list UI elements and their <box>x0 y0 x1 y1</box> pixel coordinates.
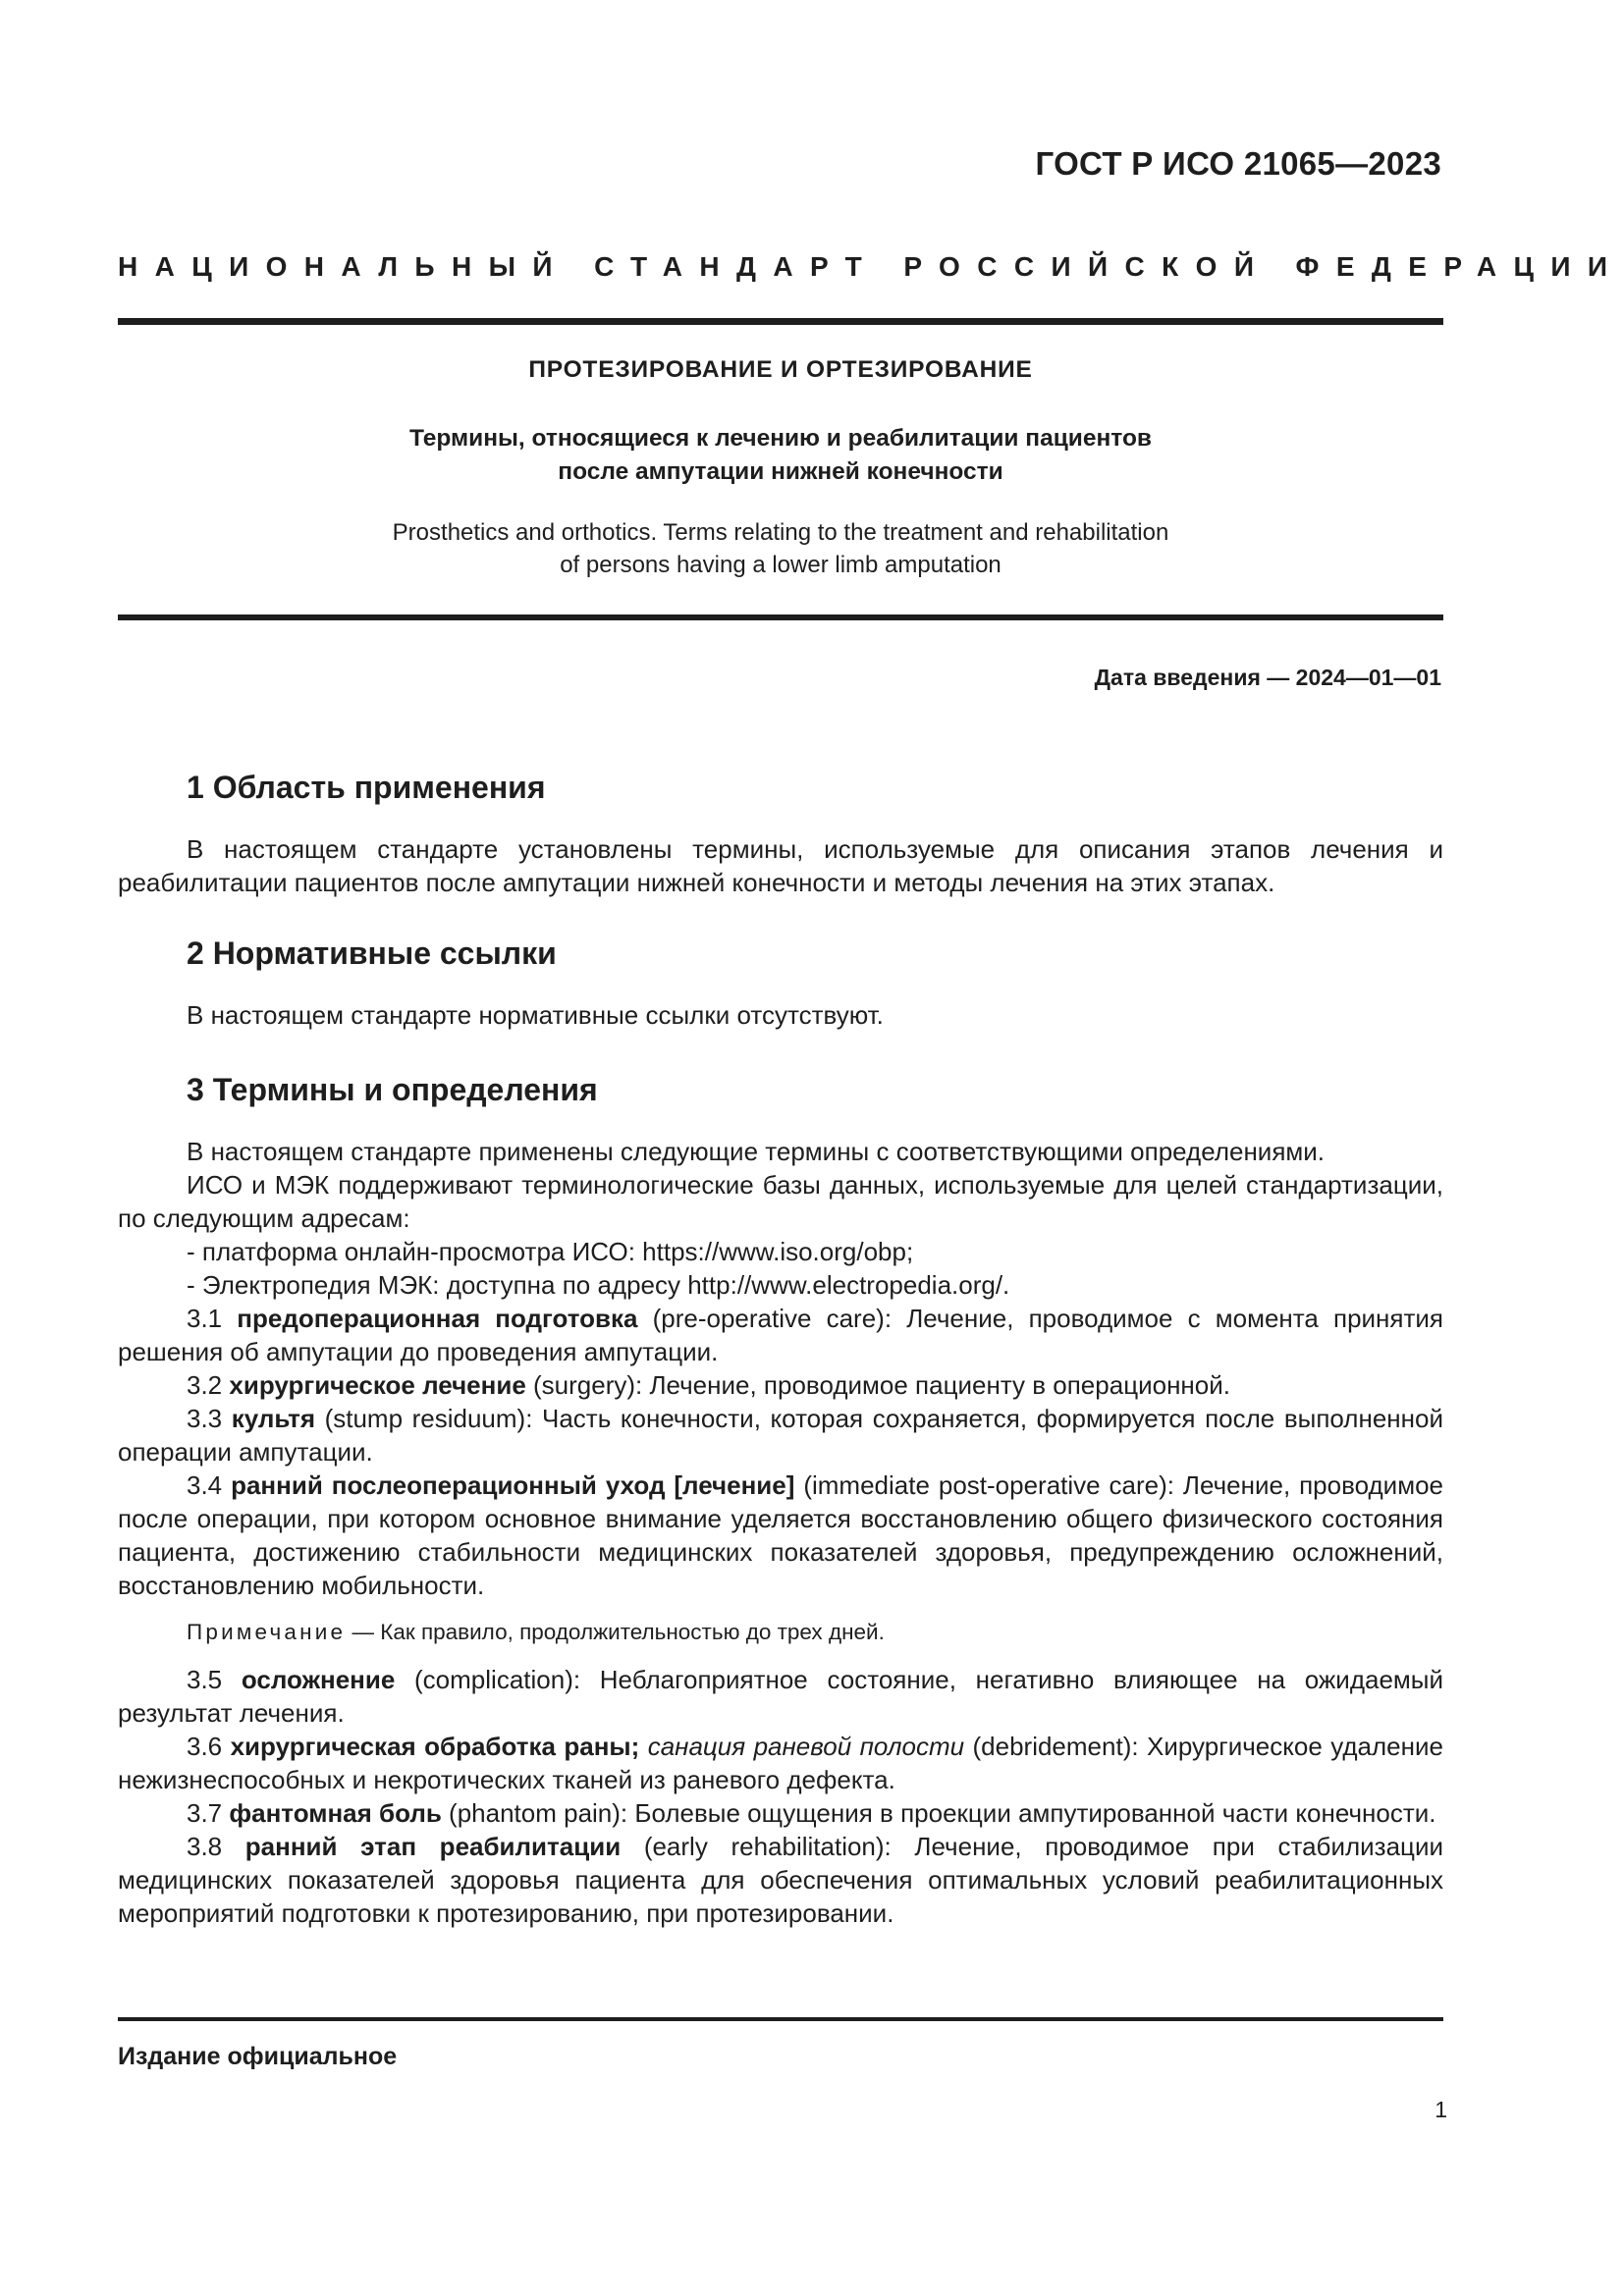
term-definition: (pre-operative care): Лечение, проводимое с момента принятия решения об ампутации до проведения ампутации. <box>118 1304 1443 1366</box>
english-title <box>118 516 1443 581</box>
iso-platform-item: - платформа онлайн-просмотра ИСО: https://www.iso.org/obp; <box>187 1237 914 1266</box>
term-definition: (debridement): Хирургическое удаление нежизнеспособных и некротических тканей из раневого дефекта. <box>118 1732 1443 1794</box>
term-name: хирургическая обработка раны; <box>230 1732 640 1761</box>
section-3-heading: 3 Термины и определения <box>187 1072 598 1107</box>
section-3-paragraph-2: ИСО и МЭК поддерживают терминологические базы данных, используемые для целей стандартизации, по следующим адресам: <box>118 1170 1443 1233</box>
section-2-body <box>118 998 1443 1032</box>
term-name: осложнение <box>241 1665 396 1694</box>
term-entry-3-3 <box>118 1402 1443 1468</box>
official-edition-label: Издание официальное <box>118 2043 398 2070</box>
term-name: ранний этап реабилитации <box>244 1832 622 1861</box>
term-entry-3-7 <box>118 1796 1443 1830</box>
term-entry-3-4 <box>118 1468 1443 1602</box>
term-entry-3-1 <box>118 1302 1443 1368</box>
term-number: 3.7 <box>187 1798 223 1828</box>
subtitle-line-1: Термины, относящиеся к лечению и реабилитации пациентов <box>409 425 1152 452</box>
term-name: фантомная боль <box>229 1798 442 1828</box>
term-number: 3.4 <box>187 1470 223 1500</box>
introduction-date: Дата введения — 2024—01—01 <box>1094 665 1441 690</box>
section-1-body <box>118 832 1443 899</box>
term-name: культя <box>231 1404 315 1433</box>
term-definition: (phantom pain): Болевые ощущения в проекции ампутированной части конечности. <box>441 1798 1436 1828</box>
document-subtitle <box>118 422 1443 489</box>
section-2 <box>118 936 1443 970</box>
term-number: 3.2 <box>187 1370 223 1400</box>
page-number: 1 <box>1435 2097 1447 2122</box>
standard-banner: НАЦИОНАЛЬНЫЙ СТАНДАРТ РОССИЙСКОЙ ФЕДЕРАЦИИ <box>118 251 1624 282</box>
term-number: 3.3 <box>187 1404 223 1433</box>
section-1-heading: 1 Область применения <box>187 770 546 805</box>
term-synonym: санация раневой полости <box>647 1732 965 1761</box>
term-name: ранний послеоперационный уход [лечение] <box>231 1470 795 1500</box>
section-2-heading: 2 Нормативные ссылки <box>187 935 557 971</box>
section-1-text: В настоящем стандарте установлены термины, используемые для описания этапов лечения и реабилитации пациентов после ампутации нижней конечности и методы лечения на этих этапах. <box>118 834 1443 897</box>
electropedia-item: - Электропедия МЭК: доступна по адресу http://www.electropedia.org/. <box>187 1270 1010 1300</box>
term-definition: (surgery): Лечение, проводимое пациенту в операционной. <box>525 1370 1230 1400</box>
footer-rule <box>118 2017 1443 2021</box>
term-definition: (stump residuum): Часть конечности, которая сохраняется, формируется после выполненной операции ампутации. <box>118 1404 1443 1467</box>
document-number: ГОСТ Р ИСО 21065—2023 <box>1035 145 1441 182</box>
term-number: 3.8 <box>187 1832 223 1861</box>
term-name: предоперационная подготовка <box>237 1304 638 1333</box>
note-text: — Как правило, продолжительностью до трех дней. <box>346 1620 885 1644</box>
top-rule <box>118 318 1443 325</box>
term-number: 3.1 <box>187 1304 223 1333</box>
section-2-text: В настоящем стандарте нормативные ссылки отсутствуют. <box>187 1000 884 1030</box>
term-name: хирургическое лечение <box>229 1370 526 1400</box>
english-title-line-2: of persons having a lower limb amputation <box>560 552 1001 578</box>
term-number: 3.5 <box>187 1665 223 1694</box>
subtitle-line-2: после ампутации нижней конечности <box>558 458 1003 485</box>
section-3-body <box>118 1135 1443 1930</box>
term-definition: (early rehabilitation): Лечение, проводимое при стабилизации медицинских показателей здоровья пациента для обеспечения оптимальных условий реабилитационных мероприятий подготовки к протезированию, при протезировании. <box>118 1832 1443 1928</box>
section-3 <box>118 1073 1443 1106</box>
term-entry-3-5 <box>118 1663 1443 1730</box>
document-title: ПРОТЕЗИРОВАНИЕ И ОРТЕЗИРОВАНИЕ <box>528 356 1033 383</box>
term-number: 3.6 <box>187 1732 223 1761</box>
note-label: Примечание <box>187 1620 347 1644</box>
term-definition: (complication): Неблагоприятное состояние, негативно влияющее на ожидаемый результат лечения. <box>118 1665 1443 1728</box>
term-note <box>118 1616 1443 1649</box>
title-rule <box>118 614 1443 620</box>
section-3-paragraph-1: В настоящем стандарте применены следующие термины с соответствующими определениями. <box>187 1137 1326 1166</box>
section-1 <box>118 771 1443 804</box>
term-entry-3-8 <box>118 1830 1443 1930</box>
english-title-line-1: Prosthetics and orthotics. Terms relating to the treatment and rehabilitation <box>392 519 1169 546</box>
term-definition: (immediate post-operative care): Лечение, проводимое после операции, при котором основное внимание уделяется восстановлению общего физического состояния пациента, достижению стабильности медицинских показателей здоровья, предупреждению осложнений, восстановлению мобильности. <box>118 1470 1443 1600</box>
term-entry-3-2 <box>118 1368 1443 1402</box>
term-entry-3-6 <box>118 1730 1443 1796</box>
